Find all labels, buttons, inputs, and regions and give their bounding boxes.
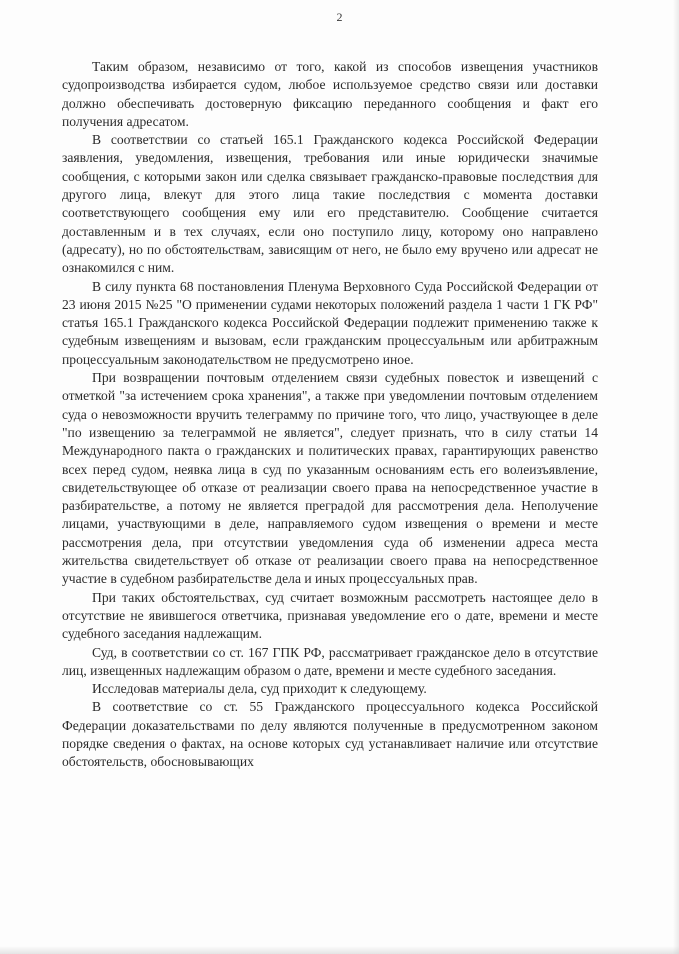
paragraph: В соответствие со ст. 55 Гражданского процессуального кодекса Российской Федерации доказательствами по делу являются полученные в предусмотренном законом порядке сведения о фактах, на основе которых суд устанавливает наличие или отсутствие обстоятельств, обосновывающих bbox=[62, 699, 598, 770]
paragraph: При возвращении почтовым отделением связи судебных повесток и извещений с отметкой "за истечением срока хранения", а также при уведомлении почтовым отделением суда о невозможности вручить телеграмму по причине того, что лицо, участвующее в деле "по извещению за телеграммой не является", следует признать, что в силу статьи 14 Международного пакта о гражданских и политических правах, гарантирующих равенство всех перед судом, неявка лица в суд по указанным основаниям есть его волеизъявление, свидетельствующее об отказе от реализации своего права на непосредственное участие в разбирательстве, а потому не является преградой для рассмотрения дела. Неполучение лицами, участвующими в деле, направляемого судом извещения о времени и месте рассмотрения дела, при отсутствии уведомления суда об изменении адреса места жительства свидетельствует об отказе от реализации своего права на непосредственное участие в судебном разбирательстве дела и иных процессуальных прав. bbox=[62, 370, 598, 587]
paragraph: Исследовав материалы дела, суд приходит к следующему. bbox=[92, 681, 427, 697]
paragraph: Суд, в соответствии со ст. 167 ГПК РФ, рассматривает гражданское дело в отсутствие лиц, извещенных надлежащим образом о дате, времени и месте судебного заседания. bbox=[62, 644, 598, 678]
page-bottom-shadow bbox=[0, 946, 679, 954]
paragraph: В силу пункта 68 постановления Пленума Верховного Суда Российской Федерации от 23 июня 2015 №25 "О применении судами некоторых положений раздела 1 части 1 ГК РФ" статья 165.1 Гражданского кодекса Российской Федерации подлежит применению также к судебным извещениям и вызовам, если гражданским процессуальным или арбитражным процессуальным законодательством не предусмотрено иное. bbox=[62, 278, 598, 367]
page-number: 2 bbox=[336, 10, 343, 24]
paragraph: В соответствии со статьей 165.1 Гражданского кодекса Российской Федерации заявления, уведомления, извещения, требования или иные юридически значимые сообщения, с которыми закон или сделка связывает гражданско-правовые последствия для другого лица, влекут для этого лица такие последствия с момента доставки соответствующего сообщения ему или его представителю. Сообщение считается доставленным и в тех случаях, если оно поступило лицу, которому оно направлено (адресату), но по обстоятельствам, зависящим от него, не было ему вручено или адресат не ознакомился с ним. bbox=[62, 132, 598, 276]
document-body bbox=[62, 58, 598, 772]
paragraph: Таким образом, независимо от того, какой из способов извещения участников судопроизводства избирается судом, любое используемое средство связи или доставки должно обеспечивать достоверную фиксацию переданного сообщения и факт его получения адресатом. bbox=[62, 59, 598, 129]
page-edge-shadow bbox=[673, 0, 679, 954]
paragraph: При таких обстоятельствах, суд считает возможным рассмотреть настоящее дело в отсутствие не явившегося ответчика, признавая уведомление его о дате, времени и месте судебного заседания надлежащим. bbox=[62, 589, 598, 642]
